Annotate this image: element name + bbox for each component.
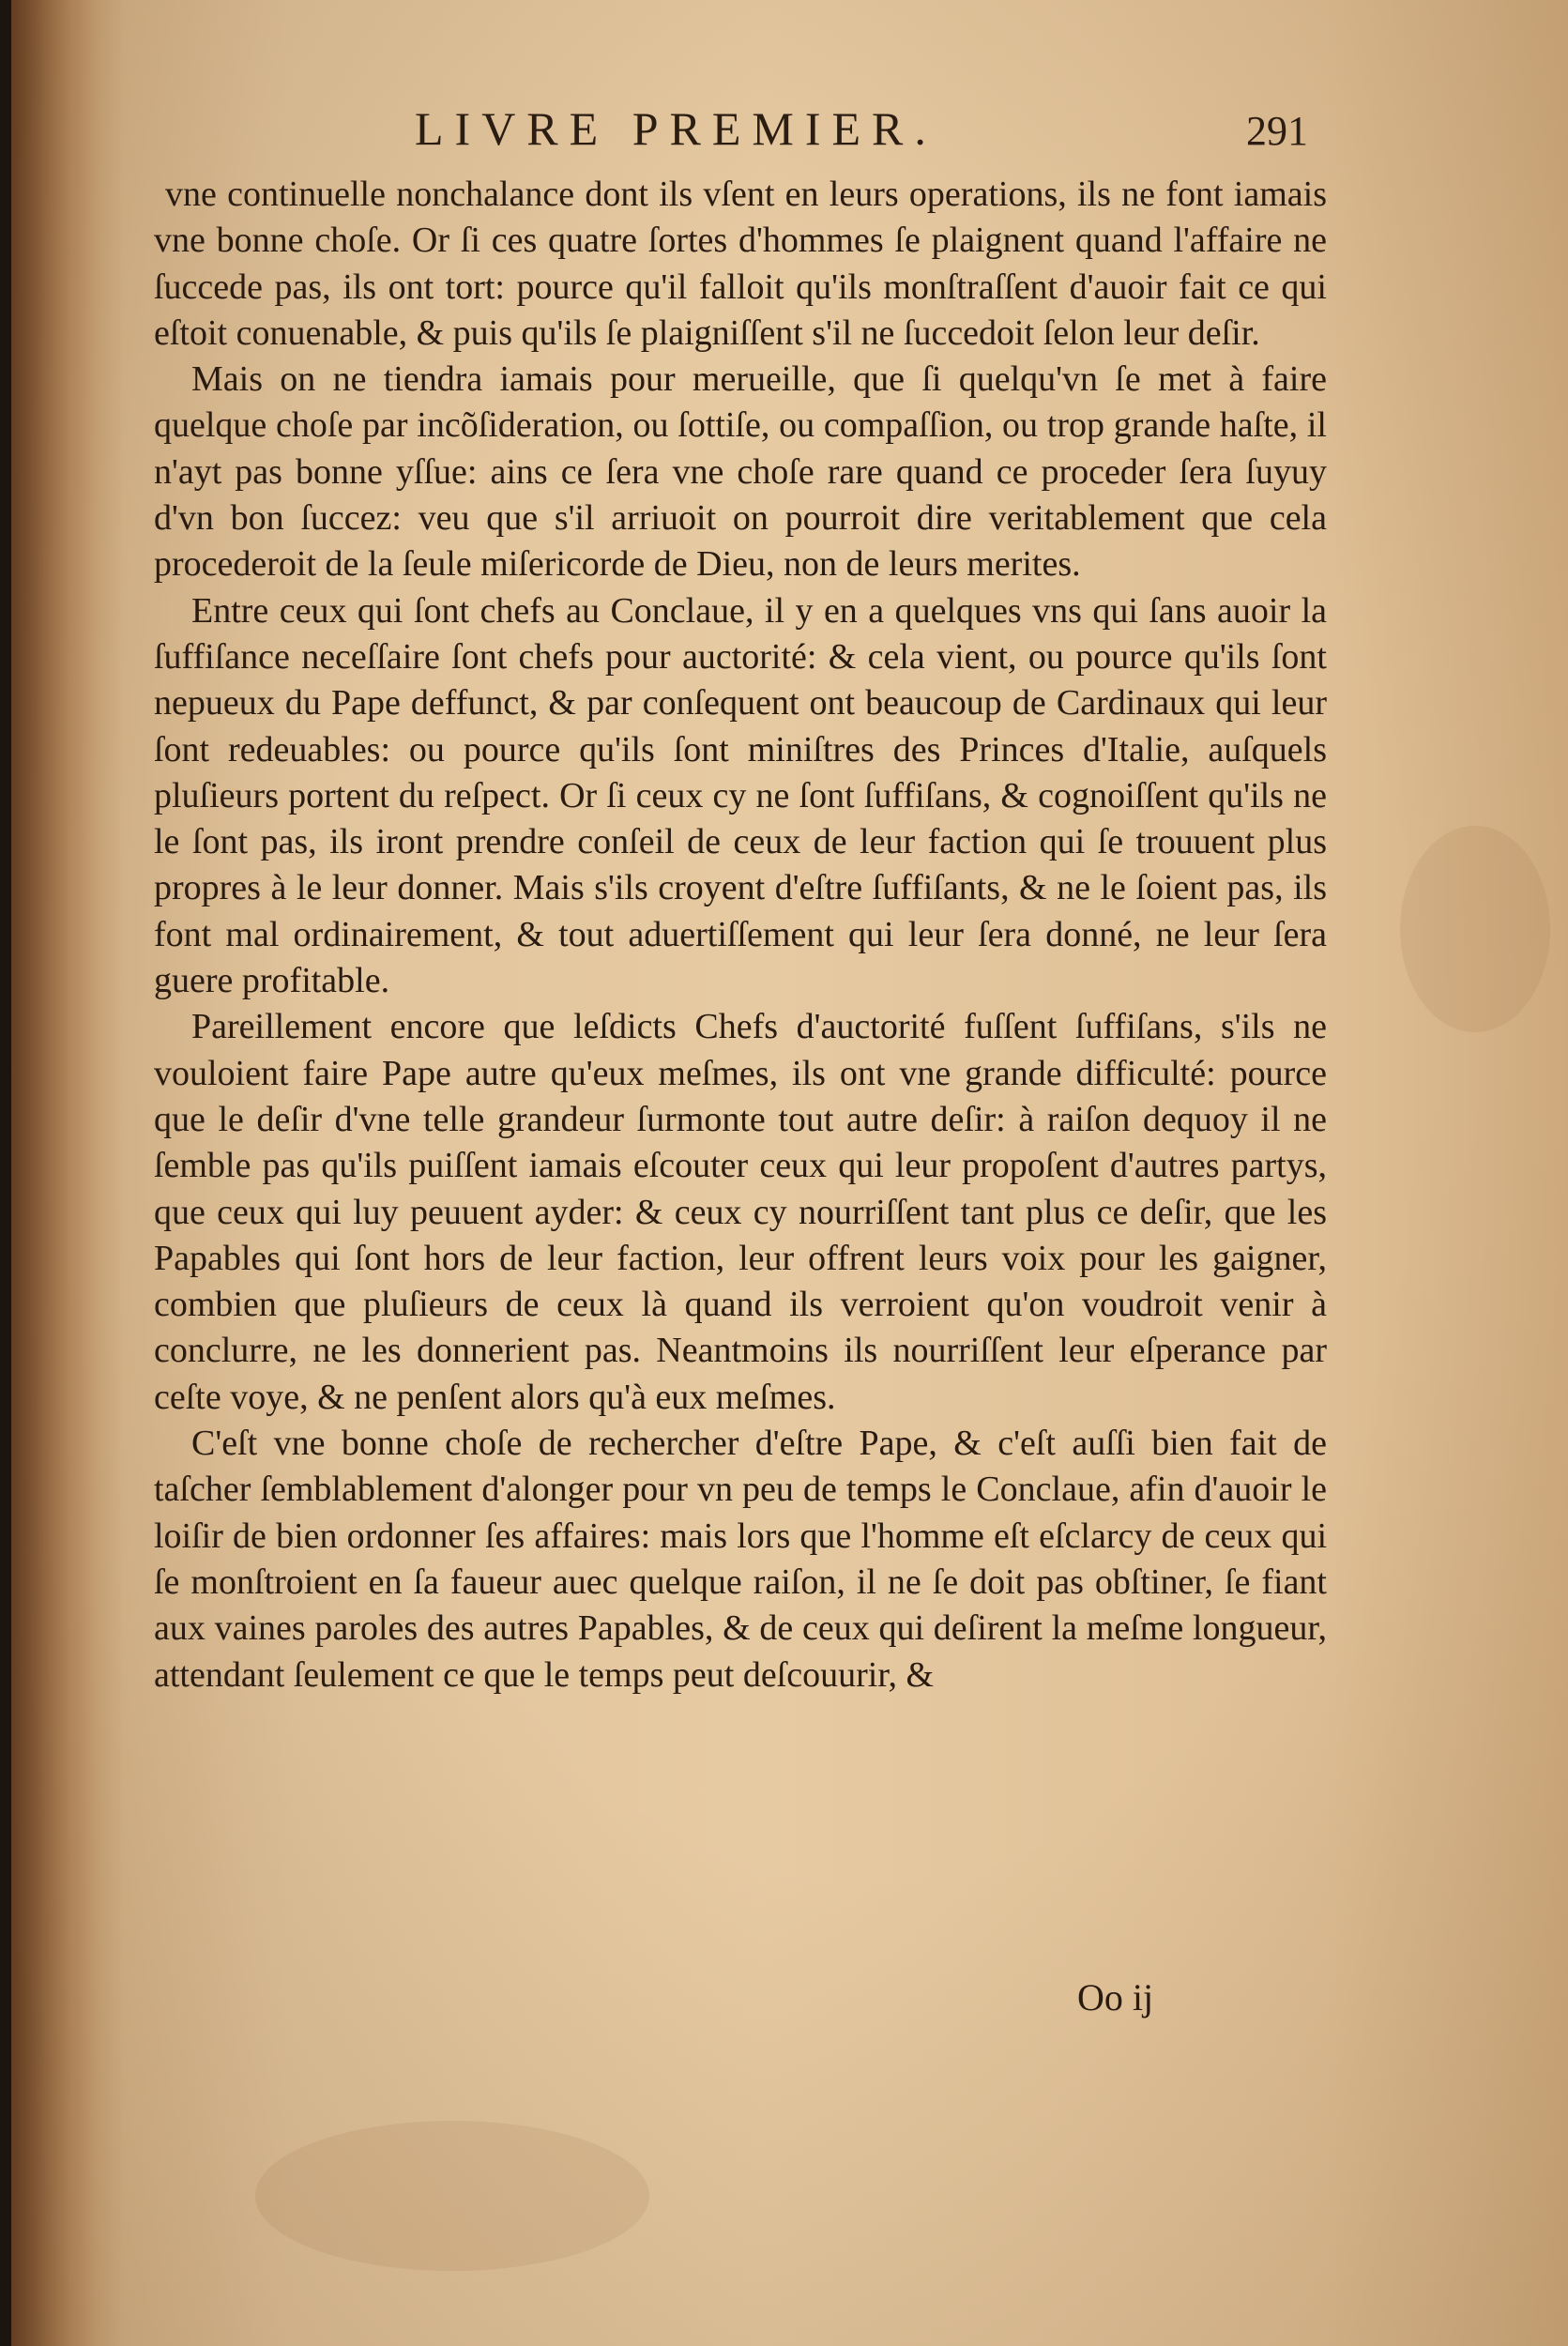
paragraph: Pareillement encore que leſdicts Chefs d'auctorité fuſſent ſuffiſans, s'ils ne vouloient faire Pape autre qu'eux meſmes, ils ont vne grande difficulté: pource que le deſir d'vne telle grandeur ſurmonte tout autre deſir: à raiſon dequoy il ne ſemble pas qu'ils puiſſent iamais eſcouter ceux qui leur propoſent d'autres partys, que ceux qui luy peuuent ayder: & ceux cy nourriſſent tant plus ce deſir, que les Papables qui ſont hors de leur faction, leur offrent leurs voix pour les gaigner, combien que pluſieurs de ceux là quand ils verroient qu'on voudroit venir à conclurre, ne les donnerient pas. Neantmoins ils nourriſſent leur eſperance par ceſte voye, & ne penſent alors qu'à eux meſmes. xyxy=(154,1007,1327,1417)
page-header xyxy=(11,101,1568,167)
running-title: LIVRE PREMIER. xyxy=(415,102,937,155)
paragraph: Mais on ne tiendra iamais pour merueille, que ſi quelqu'vn ſe met à faire quelque choſe par incõſideration, ou ſottiſe, ou compaſſion, ou trop grande haſte, il n'ayt pas bonne yſſue: ains ce ſera vne choſe rare quand ce proceder ſera ſuyuy d'vn bon ſuccez: veu que s'il arriuoit on pourroit dire veritablement que cela procederoit de la ſeule miſericorde de Dieu, non de leurs merites. xyxy=(154,359,1327,585)
signature-mark: Oo ij xyxy=(1077,1976,1154,2018)
book-page xyxy=(11,0,1568,2346)
paragraph: Entre ceux qui ſont chefs au Conclaue, il y en a quelques vns qui ſans auoir la ſuffiſance neceſſaire ſont chefs pour auctorité: & cela vient, ou pource qu'ils ſont nepueux du Pape deffunct, & par conſequent ont beaucoup de Cardinaux qui leur ſont redeuables: ou pource qu'ils ſont miniſtres des Princes d'Italie, auſquels pluſieurs portent du reſpect. Or ſi ceux cy ne ſont ſuffiſans, & cognoiſſent qu'ils ne le ſont pas, ils iront prendre conſeil de ceux de leur faction qui ſe trouuent plus propres à le leur donner. Mais s'ils croyent d'eſtre ſuffiſants, & ne le ſoient pas, ils font mal ordinairement, & tout aduertiſſement qui leur ſera donné, ne leur ſera guere profitable. xyxy=(154,590,1327,1001)
paper-stain xyxy=(1400,826,1550,1032)
paragraph: C'eſt vne bonne choſe de rechercher d'eſtre Pape, & c'eſt auſſi bien fait de taſcher ſemblablement d'alonger pour vn peu de temps le Conclaue, afin d'auoir le loiſir de bien ordonner ſes affaires: mais lors que l'homme eſt eſclarcy de ceux qui ſe monſtroient en ſa faueur auec quelque raiſon, il ne ſe doit pas obſtiner, ſe fiant aux vaines paroles des autres Papables, & de ceux qui deſirent la meſme longueur, attendant ſeulement ce que le temps peut deſcouurir, & xyxy=(154,1424,1327,1695)
page-number: 291 xyxy=(1246,108,1308,154)
paragraph: vne continuelle nonchalance dont ils vſent en leurs operations, ils ne font iamais vne bonne choſe. Or ſi ces quatre ſortes d'hommes ſe plaignent quand l'affaire ne ſuccede pas, ils ont tort: pource qu'il falloit qu'ils monſtraſſent d'auoir fait ce qui eſtoit conuenable, & puis qu'ils ſe plaigniſſent s'il ne ſuccedoit ſelon leur deſir. xyxy=(154,175,1327,353)
body-text xyxy=(154,172,1327,1699)
paper-stain xyxy=(255,2121,649,2271)
binding-gutter xyxy=(11,0,96,2346)
